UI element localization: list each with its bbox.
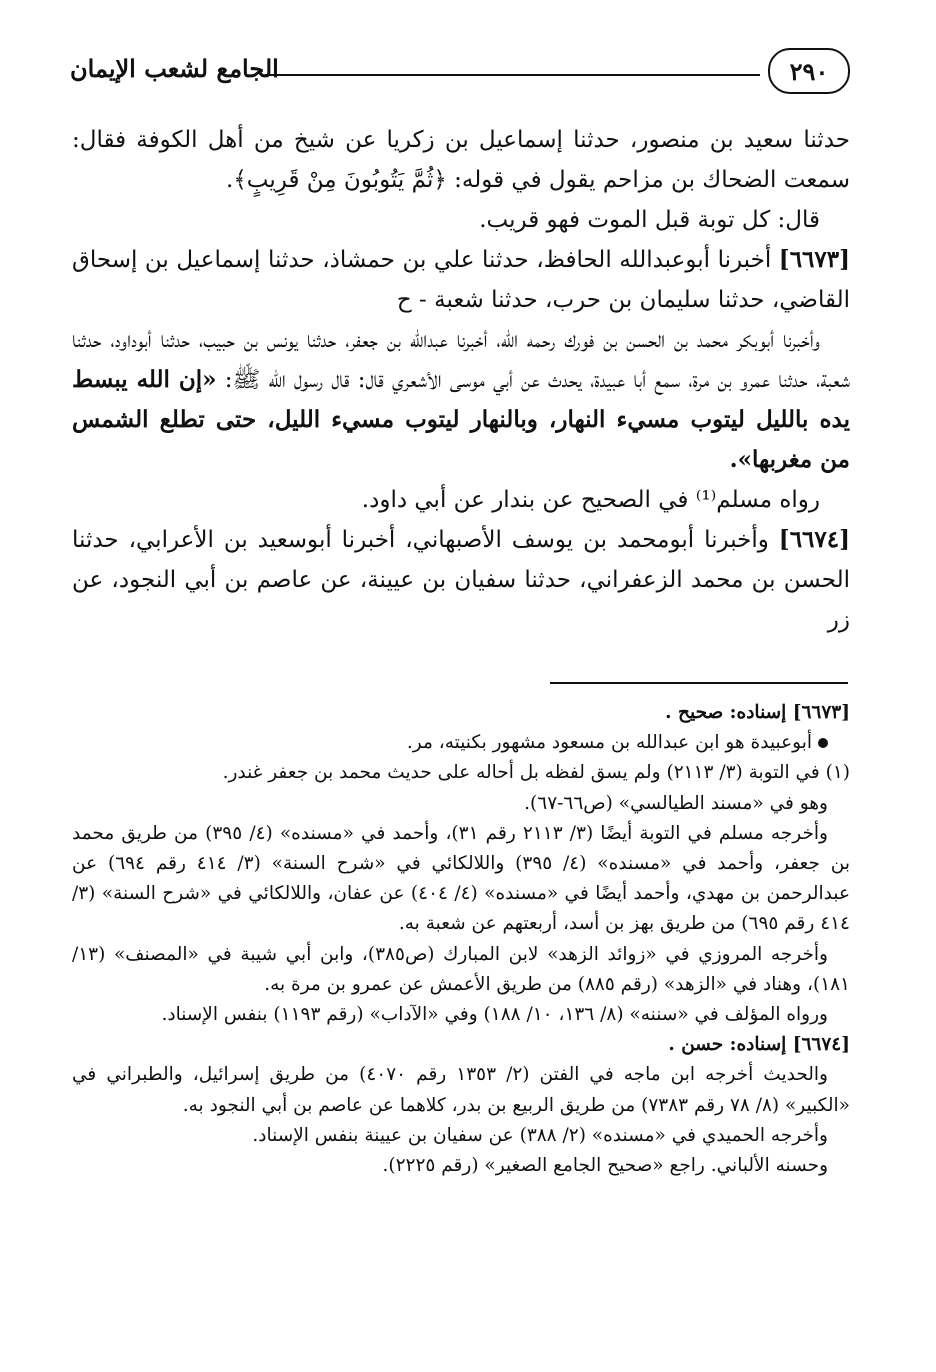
isnad-text: وأخبرنا أبوبكر محمد بن الحسن بن فورك رحمه الله، أخبرنا عبدالله بن جعفر، حدثنا يونس بن حبيب، حدثنا أبوداود، حدثنا شعبة، حدثنا عمرو بن مرة، سمع أبا عبيدة، يحدث عن أبي موسى الأشعري قال: قال رسول الله ﷺ: [72, 327, 850, 393]
page-header [60, 48, 850, 104]
note-isnad-6673: [٦٦٧٣] إسناده: صحيح . [665, 702, 850, 723]
hadith-matn: «إن الله يبسط يده بالليل ليتوب مسيء النهار، وبالنهار ليتوب مسيء الليل، حتى تطلع الشمس من مغربها». [72, 366, 850, 473]
running-title: الجامع لشعب الإيمان [70, 54, 279, 83]
note-ibn-majah: والحديث أخرجه ابن ماجه في الفتن (٢/ ١٣٥٣ رقم ٤٠٧٠) من طريق إسرائيل، والطبراني في «الكبير» (٨/ ٧٨ رقم ٧٣٨٣) من طريق الربيع بن بدر، كلاهما عن عاصم بن أبي النجود به. [72, 1064, 850, 1116]
note-tayalisi: وهو في «مسند الطيالسي» (ص٦٦-٦٧). [524, 792, 828, 814]
hadith-6673 [72, 240, 850, 320]
note-abu-ubaida [72, 728, 850, 758]
note-humaidi: وأخرجه الحميدي في «مسنده» (٢/ ٣٨٨) عن سفيان بن عيينة بنفس الإسناد. [252, 1124, 828, 1146]
hadith-6674 [72, 520, 850, 640]
footnote-separator [550, 682, 848, 684]
hadith-number: [٦٦٧٣] [778, 246, 850, 273]
paragraph-muslim: رواه مسلم⁽¹⁾ في الصحيح عن بندار عن أبي داود. [361, 487, 820, 513]
note-takhrij-muslim: وأخرجه مسلم في التوبة أيضًا (٣/ ٢١١٣ رقم ٣١)، وأحمد في «مسنده» (٤/ ٣٩٥) من طريق محمد بن جعفر، وأحمد في «مسنده» (٤/ ٣٩٥) واللالكائي في «شرح السنة» (٣/ ٤١٤ رقم ٦٩٤) عن عبدالرحمن بن مهدي، وأحمد أيضًا في «مسنده» (٤/ ٤٠٤) عن عفان، واللالكائي في «شرح السنة» (٣/ ٤١٤ رقم ٦٩٥) من طريق بهز بن أسد، أربعتهم عن شعبة به. [72, 822, 850, 935]
bullet-icon [818, 738, 828, 748]
footnote-1: (١) في التوبة (٣/ ٢١١٣) ولم يسق لفظه بل أحاله على حديث محمد بن جعفر غندر. [222, 762, 850, 784]
note-albani: وحسنه الألباني. راجع «صحيح الجامع الصغير» (رقم ٢٢٢٥). [382, 1155, 828, 1177]
footnotes [72, 698, 850, 1181]
hadith-isnad: وأخبرنا أبومحمد بن يوسف الأصبهاني، أخبرنا أبوسعيد بن الأعرابي، حدثنا الحسن بن محمد الزعفراني، حدثنا سفيان بن عيينة، عن عاصم بن أبي النجود، عن زر [72, 527, 850, 633]
main-text [72, 120, 850, 640]
note-isnad-6674: [٦٦٧٤] إسناده: حسن . [668, 1034, 850, 1056]
paragraph-qala: قال: كل توبة قبل الموت فهو قريب. [479, 207, 820, 233]
page-number-badge: ٢٩٠ [768, 48, 850, 94]
hadith-isnad: أخبرنا أبوعبدالله الحافظ، حدثنا علي بن حمشاذ، حدثنا إسماعيل بن إسحاق القاضي، حدثنا سليمان بن حرب، حدثنا شعبة - ح [72, 247, 850, 313]
note-text: أبوعبيدة هو ابن عبدالله بن مسعود مشهور بكنيته، مر. [406, 732, 812, 754]
paragraph-dahhak: حدثنا سعيد بن منصور، حدثنا إسماعيل بن زكريا عن شيخ من أهل الكوفة فقال: سمعت الضحاك بن مزاحم يقول في قوله: ﴿ثُمَّ يَتُوبُونَ مِنْ قَرِيبٍ﴾. [72, 127, 850, 193]
note-takhrij-marwazi: وأخرجه المروزي في «زوائد الزهد» لابن المبارك (ص٣٨٥)، وابن أبي شيبة في «المصنف» (١٣/ ١٨١)، وهناد في «الزهد» (رقم ٨٨٥) من طريق الأعمش عن عمرو بن مرة به. [72, 943, 850, 995]
header-rule [265, 74, 760, 76]
note-sunan: ورواه المؤلف في «سننه» (٨/ ١٣٦، ١٠/ ١٨٨) وفي «الآداب» (رقم ١١٩٣) بنفس الإسناد. [161, 1004, 828, 1026]
hadith-number: [٦٦٧٤] [778, 526, 850, 553]
paragraph-abu-bakr [72, 320, 850, 480]
